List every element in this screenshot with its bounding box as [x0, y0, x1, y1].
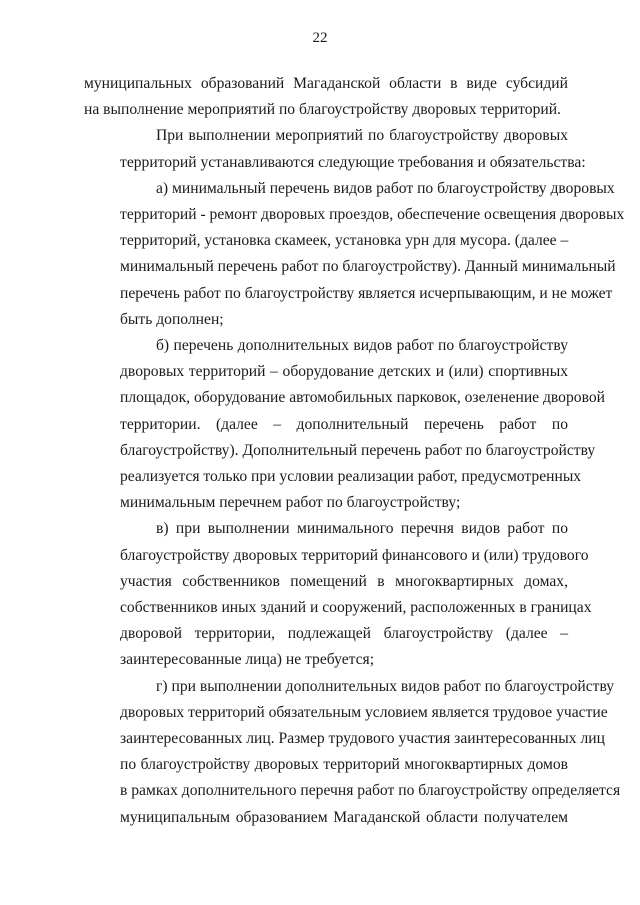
text-line: участия собственников помещений в многоквартирных домах, — [120, 572, 568, 590]
text-line: муниципальным образованием Магаданской области получателем — [120, 808, 568, 826]
paragraph-item-v — [84, 516, 592, 673]
paragraph-item-g — [84, 674, 621, 831]
text-line: дворовой территории, подлежащей благоустройству (далее – — [120, 625, 568, 643]
text-line: территорий, установка скамеек, установка урн для мусора. (далее – — [120, 232, 569, 250]
text-line: дворовых территорий – оборудование детских и (или) спортивных — [120, 363, 568, 381]
page-number: 22 — [312, 30, 328, 46]
text-line: благоустройству). Дополнительный перечень работ по благоустройству — [120, 441, 596, 459]
text-line: дворовых территорий обязательным условием является трудовое участие — [120, 703, 608, 721]
text-line: минимальный перечень работ по благоустройству). Данный минимальный — [120, 258, 616, 276]
text-line: а) минимальный перечень видов работ по благоустройству дворовых — [156, 179, 615, 197]
paragraph-continuation — [84, 71, 568, 123]
text-line: быть дополнен; — [120, 310, 224, 328]
text-line: территорий устанавливаются следующие требования и обязательства: — [120, 153, 586, 171]
text-line: г) при выполнении дополнительных видов работ по благоустройству — [156, 677, 615, 695]
text-line: территорий - ремонт дворовых проездов, обеспечение освещения дворовых — [120, 206, 625, 224]
paragraph-requirements-intro — [84, 123, 586, 175]
paragraph-item-a — [84, 176, 625, 333]
text-line: реализуется только при условии реализации работ, предусмотренных — [120, 468, 582, 486]
document-body — [84, 71, 625, 831]
text-line: в) при выполнении минимального перечня видов работ по — [156, 520, 568, 538]
text-line: площадок, оборудование автомобильных парковок, озеленение дворовой — [120, 389, 605, 407]
text-line: б) перечень дополнительных видов работ по благоустройству — [156, 337, 568, 355]
paragraph-item-b — [84, 333, 605, 516]
text-line: муниципальных образований Магаданской области в виде субсидий — [84, 75, 568, 92]
text-line: собственников иных зданий и сооружений, расположенных в границах — [120, 599, 592, 617]
text-line: заинтересованные лица) не требуется; — [120, 651, 375, 669]
text-line: благоустройству дворовых территорий финансового и (или) трудового — [120, 546, 589, 564]
text-line: минимальным перечнем работ по благоустройству; — [120, 494, 461, 512]
text-line: по благоустройству дворовых территорий многоквартирных домов — [120, 756, 568, 774]
text-line: на выполнение мероприятий по благоустройству дворовых территорий. — [84, 101, 561, 119]
text-line: заинтересованных лиц. Размер трудового участия заинтересованных лиц — [120, 730, 605, 748]
text-line: При выполнении мероприятий по благоустройству дворовых — [156, 127, 568, 145]
text-line: в рамках дополнительного перечня работ по благоустройству определяется — [120, 782, 621, 800]
text-line: перечень работ по благоустройству является исчерпывающим, и не может — [120, 284, 613, 302]
text-line: территории. (далее – дополнительный перечень работ по — [120, 415, 568, 433]
